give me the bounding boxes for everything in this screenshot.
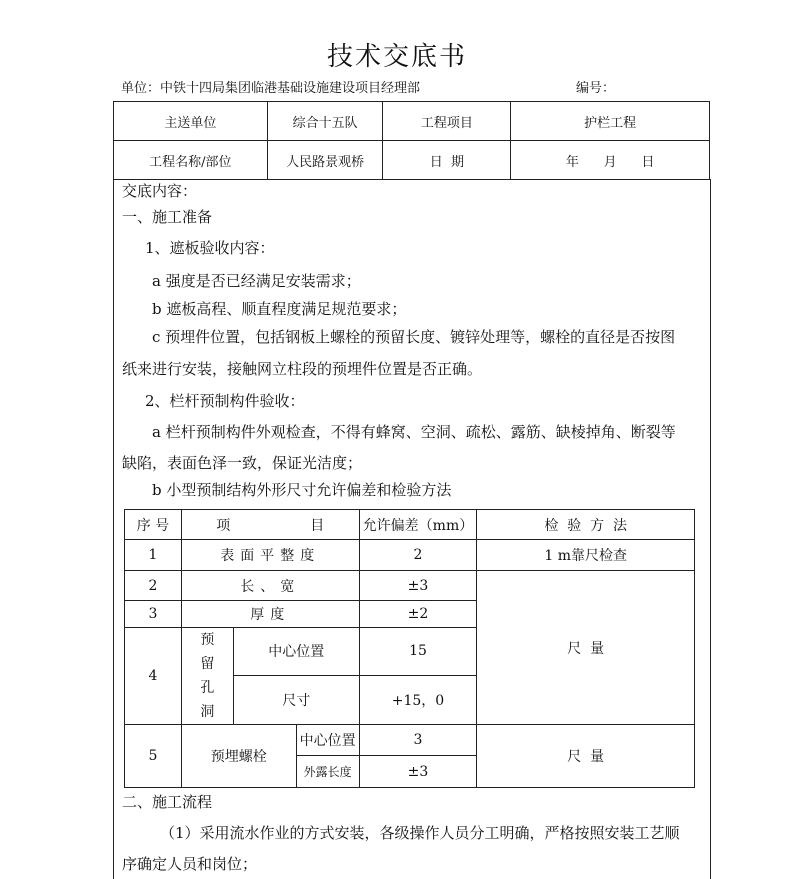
item-1c-line2: 纸来进行安装，接触网立柱段的预埋件位置是否正确。 <box>122 360 483 378</box>
row2-tolerance: ±3 <box>359 571 477 601</box>
header-no: 序 号 <box>125 510 182 540</box>
table-row <box>125 510 695 540</box>
flow-1-line2: 序确定人员和岗位； <box>122 855 258 873</box>
item-2b: b 小型预制结构外形尺寸允许偏差和检验方法 <box>152 481 452 499</box>
row5-no: 5 <box>125 725 182 788</box>
row4-sub2: 尺寸 <box>233 675 359 724</box>
row5-group: 预埋螺栓 <box>181 725 296 788</box>
row1-method: 1 m靠尺检查 <box>477 540 695 571</box>
project-name-value: 人民路景观桥 <box>267 141 383 180</box>
row5-tolerance2: ±3 <box>359 756 477 788</box>
project-name-label: 工程名称/部位 <box>114 141 268 180</box>
section-heading-process: 二、施工流程 <box>122 793 213 811</box>
item-2-heading: 2、栏杆预制构件验收： <box>145 392 305 410</box>
row4-group: 预留孔洞 <box>181 628 233 725</box>
project-value: 护栏工程 <box>511 102 710 141</box>
row4-no: 4 <box>125 628 182 725</box>
send-unit-label: 主送单位 <box>114 102 268 141</box>
item-1a: a 强度是否已经满足安装需求； <box>152 272 361 290</box>
header-item-right: 目 <box>310 517 325 534</box>
header-tolerance: 允许偏差（mm） <box>359 510 477 540</box>
send-unit-value: 综合十五队 <box>267 102 383 141</box>
content-heading: 交底内容： <box>122 182 198 200</box>
row5-tolerance1: 3 <box>359 725 477 756</box>
row3-no: 3 <box>125 601 182 628</box>
row1-no: 1 <box>125 540 182 571</box>
unit-line: 单位：中铁十四局集团临港基础设施建设项目经理部 <box>121 81 421 96</box>
table-row <box>125 540 695 571</box>
header-item-left: 项 <box>216 517 231 534</box>
row4-sub1: 中心位置 <box>233 628 359 676</box>
row3-tolerance: ±2 <box>359 601 477 628</box>
row2-item: 长、宽 <box>181 571 359 601</box>
row3-item: 厚度 <box>181 601 359 628</box>
item-1-heading: 1、遮板验收内容： <box>145 239 275 257</box>
row4-tolerance2: +15，0 <box>359 675 477 724</box>
table-row <box>114 141 710 180</box>
row5-method: 尺 量 <box>477 725 695 788</box>
item-2a-line2: 缺陷，表面色泽一致，保证光洁度； <box>122 454 363 472</box>
table-row <box>114 102 710 141</box>
date-label: 日 期 <box>383 141 511 180</box>
row4-tolerance1: 15 <box>359 628 477 676</box>
row1-tolerance: 2 <box>359 540 477 571</box>
header-table <box>113 101 710 180</box>
row2-no: 2 <box>125 571 182 601</box>
table-row <box>125 571 695 601</box>
item-1b: b 遮板高程、顺直程度满足规范要求； <box>152 300 407 318</box>
header-item <box>181 510 359 540</box>
table-row <box>125 725 695 756</box>
row5-sub1: 中心位置 <box>296 725 359 756</box>
flow-1-line1: （1）采用流水作业的方式安装，各级操作人员分工明确，严格按照安装工艺顺 <box>160 824 680 842</box>
date-value: 年 月 日 <box>511 141 710 180</box>
item-1c-line1: c 预埋件位置，包括钢板上螺栓的预留长度、镀锌处理等，螺栓的直径是否按图 <box>152 328 676 346</box>
document-title: 技术交底书 <box>326 42 467 72</box>
rows2-4-method: 尺 量 <box>477 571 695 725</box>
project-label: 工程项目 <box>383 102 511 141</box>
item-2a-line1: a 栏杆预制构件外观检查，不得有蜂窝、空洞、疏松、露筋、缺棱掉角、断裂等 <box>152 423 676 441</box>
section-heading-preparation: 一、施工准备 <box>122 208 213 226</box>
header-method: 检 验 方 法 <box>477 510 695 540</box>
document-number-label: 编号： <box>576 81 616 96</box>
tolerance-table <box>124 509 695 788</box>
row1-item: 表面平整度 <box>181 540 359 571</box>
row5-sub2: 外露长度 <box>296 756 359 788</box>
